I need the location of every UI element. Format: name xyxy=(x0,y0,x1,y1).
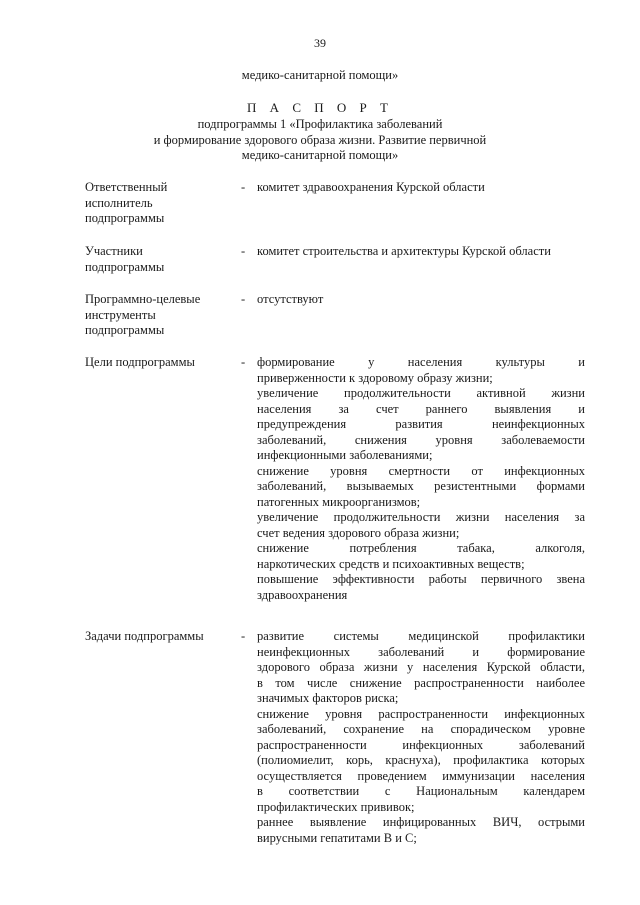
value-line: увеличение продолжительности активной жизни xyxy=(257,386,585,400)
value-line: профилактических прививок; xyxy=(257,799,415,814)
row-value xyxy=(257,629,585,846)
value-line: приверженности к здоровому образу жизни; xyxy=(257,370,493,385)
label-line: инструменты xyxy=(85,307,156,322)
value-line: заболеваний, вызываемых резистентными формами xyxy=(257,479,585,493)
row-value xyxy=(257,180,585,196)
label-line: Цели подпрограммы xyxy=(85,355,195,369)
value-line: повышение эффективности работы первичного звена xyxy=(257,572,585,586)
value-line: распространенности инфекционных заболеваний xyxy=(257,737,585,752)
label-line: Ответственный xyxy=(85,180,168,194)
row-dash: - xyxy=(241,355,246,369)
value-line: патогенных микроорганизмов; xyxy=(257,494,421,509)
value-line: снижение уровня распространенности инфекционных xyxy=(257,706,585,721)
value-line: здравоохранения xyxy=(257,587,348,602)
value-line: неинфекционных заболеваний и формирование xyxy=(257,644,585,659)
value-line: комитет строительства и архитектуры Курской области xyxy=(257,244,551,258)
subtitle-line: подпрограммы 1 «Профилактика заболеваний xyxy=(197,117,443,131)
row-label xyxy=(85,244,235,275)
value-line: здорового образа жизни у населения Курской области, xyxy=(257,660,585,674)
value-line: развитие системы медицинской профилактики xyxy=(257,629,585,643)
value-line: комитет здравоохранения Курской области xyxy=(257,180,485,194)
value-line: вирусными гепатитами В и С; xyxy=(257,830,417,845)
subtitle-line: и формирование здорового образа жизни. Развитие первичной xyxy=(153,132,487,147)
value-line: заболеваний, снижения уровня заболеваемости xyxy=(257,432,585,447)
value-line: снижение уровня смертности от инфекционных xyxy=(257,463,585,478)
row-dash: - xyxy=(241,180,246,194)
row-label xyxy=(85,180,235,227)
row-dash: - xyxy=(241,629,246,643)
row-label xyxy=(85,355,235,371)
value-line: инфекционными заболеваниями; xyxy=(257,448,433,462)
value-line: (полиомиелит, корь, краснуха), профилактика которых xyxy=(257,753,585,767)
subprogram-subtitle xyxy=(0,117,640,164)
passport-title: П А С П О Р Т xyxy=(247,100,393,115)
row-value xyxy=(257,244,585,260)
value-line: в соответствии с Национальным календарем xyxy=(257,784,585,798)
value-line: счет ведения здорового образа жизни; xyxy=(257,525,460,540)
value-line: снижение потребления табака, алкоголя, xyxy=(257,541,585,555)
value-line: формирование у населения культуры и xyxy=(257,355,585,369)
value-line: раннее выявление инфицированных ВИЧ, острыми xyxy=(257,815,585,829)
value-line: увеличение продолжительности жизни населения за xyxy=(257,510,585,524)
value-line: населения за счет раннего выявления и xyxy=(257,401,585,416)
label-line: исполнитель xyxy=(85,195,153,210)
row-value xyxy=(257,292,585,308)
row-dash: - xyxy=(241,244,246,258)
value-line: в том числе снижение распространенности наиболее xyxy=(257,675,585,690)
row-dash: - xyxy=(241,292,246,306)
previous-heading-tail: медико-санитарной помощи» xyxy=(241,68,399,82)
label-line: Задачи подпрограммы xyxy=(85,629,204,643)
value-line: отсутствуют xyxy=(257,292,324,306)
label-line: подпрограммы xyxy=(85,323,165,337)
label-line: подпрограммы xyxy=(85,259,165,274)
row-value xyxy=(257,355,585,603)
subtitle-line: медико-санитарной помощи» xyxy=(241,148,399,162)
value-line: наркотических средств и психоактивных веществ; xyxy=(257,556,525,571)
label-line: Программно-целевые xyxy=(85,292,201,306)
row-label xyxy=(85,629,235,645)
label-line: подпрограммы xyxy=(85,211,165,225)
value-line: заболеваний, сохранение на спорадическом уровне xyxy=(257,722,585,736)
page-number: 39 xyxy=(314,36,326,50)
value-line: осуществляется проведением иммунизации населения xyxy=(257,768,585,783)
row-label xyxy=(85,292,235,339)
value-line: предупреждения развития неинфекционных xyxy=(257,417,585,431)
label-line: Участники xyxy=(85,244,143,258)
value-line: значимых факторов риска; xyxy=(257,691,399,705)
